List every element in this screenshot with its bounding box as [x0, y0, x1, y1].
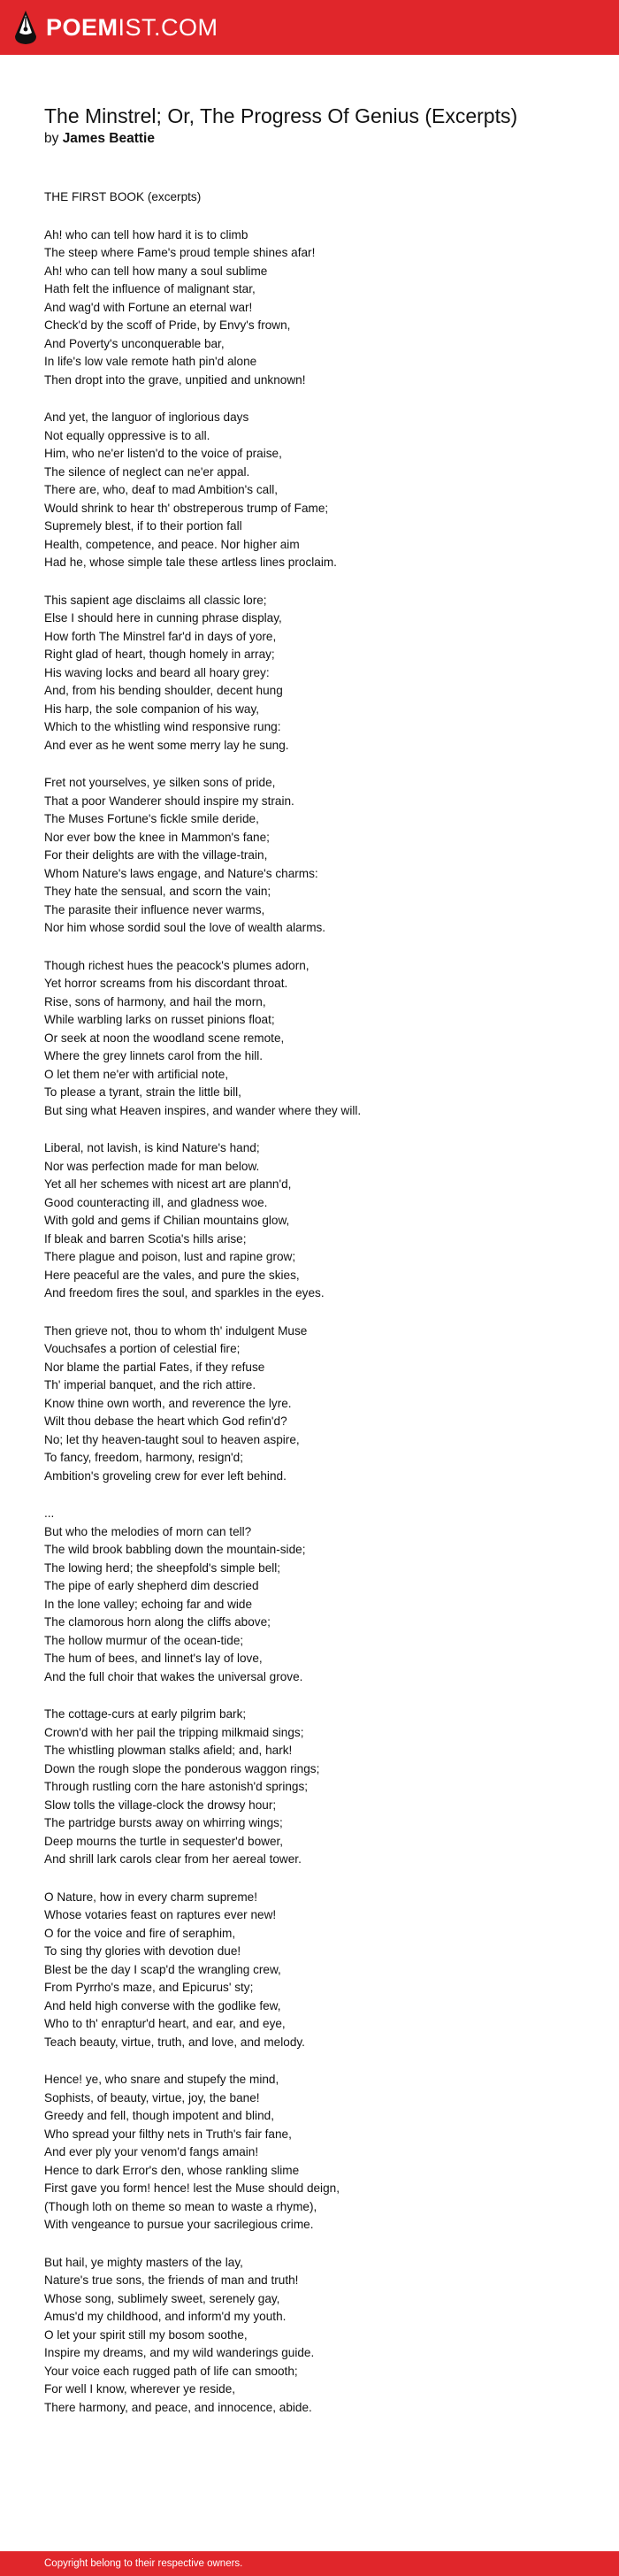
poem-line: There are, who, deaf to mad Ambition's call,: [44, 483, 279, 496]
poem-line: To please a tyrant, strain the little bill,: [44, 1085, 241, 1099]
poem-line: Yet all her schemes with nicest art are plann'd,: [44, 1177, 292, 1191]
poem-line: And Poverty's unconquerable bar,: [44, 336, 225, 350]
poem-line: Whom Nature's laws engage, and Nature's charms:: [44, 866, 318, 880]
poem-line: Your voice each rugged path of life can smooth;: [44, 2364, 298, 2378]
poem-line: There harmony, and peace, and innocence, abide.: [44, 2400, 312, 2414]
poem-line: In life's low vale remote hath pin'd alone: [44, 355, 257, 368]
poem-line: Where the grey linnets carol from the hill.: [44, 1049, 264, 1062]
author-name[interactable]: James Beattie: [62, 131, 155, 146]
fountain-pen-nib-icon[interactable]: [14, 10, 37, 45]
poem-line: Blest be the day I scap'd the wrangling crew,: [44, 1962, 281, 1976]
poem-line: Greedy and fell, though impotent and blind,: [44, 2109, 274, 2122]
poem-line: Amus'd my childhood, and inform'd my youth.: [44, 2310, 287, 2323]
poem-line: From Pyrrho's maze, and Epicurus' sty;: [44, 1981, 254, 1994]
poem-line: Then grieve not, thou to whom th' indulgent Muse: [44, 1323, 308, 1338]
poem-line: Health, competence, and peace. Nor higher aim: [44, 537, 300, 551]
byline: [44, 130, 584, 148]
poem-line: And, from his bending shoulder, decent hung: [44, 684, 283, 697]
poem-content: [0, 104, 619, 2417]
poem-line: Nor was perfection made for man below.: [44, 1159, 260, 1173]
poem-line: His harp, the sole companion of his way,: [44, 702, 260, 716]
poem-stanza: [44, 1505, 584, 1686]
poem-stanza: [44, 957, 584, 1121]
poem-line: In the lone valley; echoing far and wide: [44, 1597, 253, 1611]
poem-line: This sapient age disclaims all classic lore;: [44, 593, 267, 607]
poem-line: Here peaceful are the vales, and pure the skies,: [44, 1268, 300, 1282]
poem-line: Yet horror screams from his discordant throat.: [44, 977, 288, 990]
poem-line: O let your spirit still my bosom soothe,: [44, 2327, 248, 2342]
poem-line: Who spread your filthy nets in Truth's fair fane,: [44, 2127, 292, 2141]
poem-line: If bleak and barren Scotia's hills arise;: [44, 1231, 247, 1246]
poem-line: And held high converse with the godlike few,: [44, 1998, 281, 2012]
poem-line: His waving locks and beard all hoary grey:: [44, 665, 270, 679]
poem-line: Who to th' enraptur'd heart, and ear, and eye,: [44, 2017, 286, 2030]
poem-stanza: [44, 592, 584, 755]
poem-line: For their delights are with the village-train,: [44, 848, 268, 862]
poem-line: Through rustling corn the hare astonish'd springs;: [44, 1780, 309, 1793]
poem-stanza: [44, 1139, 584, 1303]
poem-line: Good counteracting ill, and gladness woe.: [44, 1195, 268, 1209]
poem-stanza: [44, 409, 584, 572]
poem-line: And freedom fires the soul, and sparkles in the eyes.: [44, 1286, 325, 1300]
poem-line: And shrill lark carols clear from her aereal tower.: [44, 1852, 302, 1866]
poem-line: Would shrink to hear th' obstreperous trump of Fame;: [44, 501, 329, 515]
poem-line: Not equally oppressive is to all.: [44, 428, 210, 442]
poem-line: Th' imperial banquet, and the rich attire.: [44, 1378, 256, 1392]
poem-line: Him, who ne'er listen'd to the voice of praise,: [44, 447, 282, 460]
poem-line: Else I should here in cunning phrase display,: [44, 611, 282, 625]
poem-line: THE FIRST BOOK (excerpts): [44, 190, 202, 203]
poem-line: Which to the whistling wind responsive rung:: [44, 720, 281, 733]
poem-line: Hence! ye, who snare and stupefy the mind,: [44, 2073, 279, 2086]
logo-bold-text: POEM: [46, 13, 118, 41]
poem-line: Or seek at noon the woodland scene remote,: [44, 1031, 285, 1045]
poem-line: The cottage-curs at early pilgrim bark;: [44, 1707, 247, 1721]
poem-stanza: [44, 1706, 584, 1869]
poem-line: And wag'd with Fortune an eternal war!: [44, 300, 253, 314]
poem-line: Then dropt into the grave, unpitied and unknown!: [44, 372, 306, 387]
poem-line: Sophists, of beauty, virtue, joy, the bane!: [44, 2090, 260, 2104]
poem-line: The pipe of early shepherd dim descried: [44, 1579, 259, 1592]
poem-line: O let them ne'er with artificial note,: [44, 1067, 229, 1081]
poem-line: And ever as he went some merry lay he sung.: [44, 738, 289, 752]
poem-line: Supremely blest, if to their portion fall: [44, 519, 242, 533]
poem-line: O Nature, how in every charm supreme!: [44, 1890, 258, 1904]
poem-line: First gave you form! hence! lest the Muse should deign,: [44, 2181, 340, 2195]
by-label: by: [44, 131, 59, 146]
poem-line: Hath felt the influence of malignant star,: [44, 282, 256, 295]
poem-line: With gold and gems if Chilian mountains glow,: [44, 1214, 290, 1227]
poem-stanza: [44, 1889, 584, 2052]
poem-line: The partridge bursts away on whirring wings;: [44, 1816, 283, 1829]
poem-line: Whose votaries feast on raptures ever new!: [44, 1908, 277, 1921]
poem-line: The lowing herd; the sheepfold's simple bell;: [44, 1560, 281, 1575]
poem-line: Ambition's groveling crew for ever left behind.: [44, 1468, 287, 1483]
poem-line: The whistling plowman stalks afield; and, hark!: [44, 1744, 293, 1757]
poem-title: The Minstrel; Or, The Progress Of Genius (Excerpts): [44, 104, 518, 127]
poem-line: Rise, sons of harmony, and hail the morn,: [44, 994, 266, 1008]
poem-line: Nature's true sons, the friends of man and truth!: [44, 2273, 299, 2287]
poem-line: Nor blame the partial Fates, if they refuse: [44, 1360, 265, 1374]
poem-line: Slow tolls the village-clock the drowsy hour;: [44, 1798, 277, 1812]
poem-line: Vouchsafes a portion of celestial fire;: [44, 1342, 241, 1355]
copyright-text: Copyright belong to their respective owners.: [44, 2558, 243, 2569]
poem-stanza: [44, 2254, 584, 2418]
poem-line: They hate the sensual, and scorn the vain;: [44, 885, 271, 898]
poem-line: Ah! who can tell how hard it is to climb: [44, 227, 248, 242]
site-footer: [0, 2551, 619, 2576]
poem-line: Crown'd with her pail the tripping milkmaid sings;: [44, 1725, 304, 1739]
poem-line: Liberal, not lavish, is kind Nature's hand;: [44, 1141, 260, 1154]
poem-line: Hence to dark Error's den, whose rankling slime: [44, 2163, 300, 2177]
poem-line: How forth The Minstrel far'd in days of yore,: [44, 629, 277, 643]
poem-line: Down the rough slope the ponderous waggon rings;: [44, 1761, 320, 1775]
poem-line: And ever ply your venom'd fangs amain!: [44, 2145, 259, 2158]
poem-line: There plague and poison, lust and rapine grow;: [44, 1250, 296, 1263]
poem-line: ...: [44, 1506, 55, 1520]
poem-stanza: [44, 226, 584, 390]
site-header: [0, 0, 619, 55]
poem-line: While warbling larks on russet pinions float;: [44, 1013, 275, 1026]
poem-stanza: [44, 774, 584, 938]
poem-line: And yet, the languor of inglorious days: [44, 410, 249, 424]
poem-stanza: [44, 1322, 584, 1486]
site-logo[interactable]: [46, 13, 218, 41]
poem-line: For well I know, wherever ye reside,: [44, 2382, 236, 2396]
poem-line: Know thine own worth, and reverence the lyre.: [44, 1396, 292, 1410]
poem-line: The hum of bees, and linnet's lay of love,: [44, 1652, 263, 1665]
poem-line: Ah! who can tell how many a soul sublime: [44, 264, 268, 278]
poem-line: But who the melodies of morn can tell?: [44, 1524, 252, 1538]
poem-line: Inspire my dreams, and my wild wanderings guide.: [44, 2346, 315, 2359]
poem-line: But hail, ye mighty masters of the lay,: [44, 2255, 243, 2269]
poem-line: Deep mourns the turtle in sequester'd bower,: [44, 1834, 284, 1848]
poem-stanza: [44, 188, 584, 207]
poem-line: Though richest hues the peacock's plumes adorn,: [44, 958, 310, 972]
poem-line: The hollow murmur of the ocean-tide;: [44, 1633, 244, 1647]
poem-line: The Muses Fortune's fickle smile deride,: [44, 812, 259, 825]
poem-line: Nor him whose sordid soul the love of wealth alarms.: [44, 921, 326, 934]
poem-line: That a poor Wanderer should inspire my strain.: [44, 794, 294, 808]
poem-line: And the full choir that wakes the universal grove.: [44, 1669, 303, 1683]
poem-stanza: [44, 2071, 584, 2235]
poem-line: To sing thy glories with devotion due!: [44, 1944, 241, 1958]
poem-line: The clamorous horn along the cliffs above;: [44, 1615, 271, 1629]
poem-line: To fancy, freedom, harmony, resign'd;: [44, 1451, 243, 1464]
poem-line: The parasite their influence never warms,: [44, 902, 265, 916]
logo-light-text: IST.COM: [118, 13, 218, 41]
poem-line: The steep where Fame's proud temple shines afar!: [44, 246, 316, 259]
poem-line: With vengeance to pursue your sacrilegious crime.: [44, 2218, 314, 2231]
poem-line: Wilt thou debase the heart which God refin'd?: [44, 1414, 287, 1428]
poem-line: Check'd by the scoff of Pride, by Envy's frown,: [44, 318, 291, 332]
poem-line: Nor ever bow the knee in Mammon's fane;: [44, 830, 270, 844]
poem-line: The wild brook babbling down the mountain-side;: [44, 1543, 306, 1556]
poem-line: Fret not yourselves, ye silken sons of pride,: [44, 776, 276, 789]
poem-body: [44, 188, 584, 2417]
poem-line: (Though loth on theme so mean to waste a rhyme),: [44, 2199, 317, 2213]
poem-line: But sing what Heaven inspires, and wander where they will.: [44, 1103, 362, 1117]
poem-line: O for the voice and fire of seraphim,: [44, 1926, 236, 1940]
poem-line: No; let thy heaven-taught soul to heaven aspire,: [44, 1432, 300, 1446]
poem-line: Whose song, sublimely sweet, serenely gay,: [44, 2291, 280, 2305]
poem-line: The silence of neglect can ne'er appal.: [44, 464, 250, 479]
poem-line: Teach beauty, virtue, truth, and love, and melody.: [44, 2035, 305, 2049]
poem-line: Right glad of heart, though homely in array;: [44, 648, 275, 661]
poem-line: Had he, whose simple tale these artless lines proclaim.: [44, 556, 337, 569]
